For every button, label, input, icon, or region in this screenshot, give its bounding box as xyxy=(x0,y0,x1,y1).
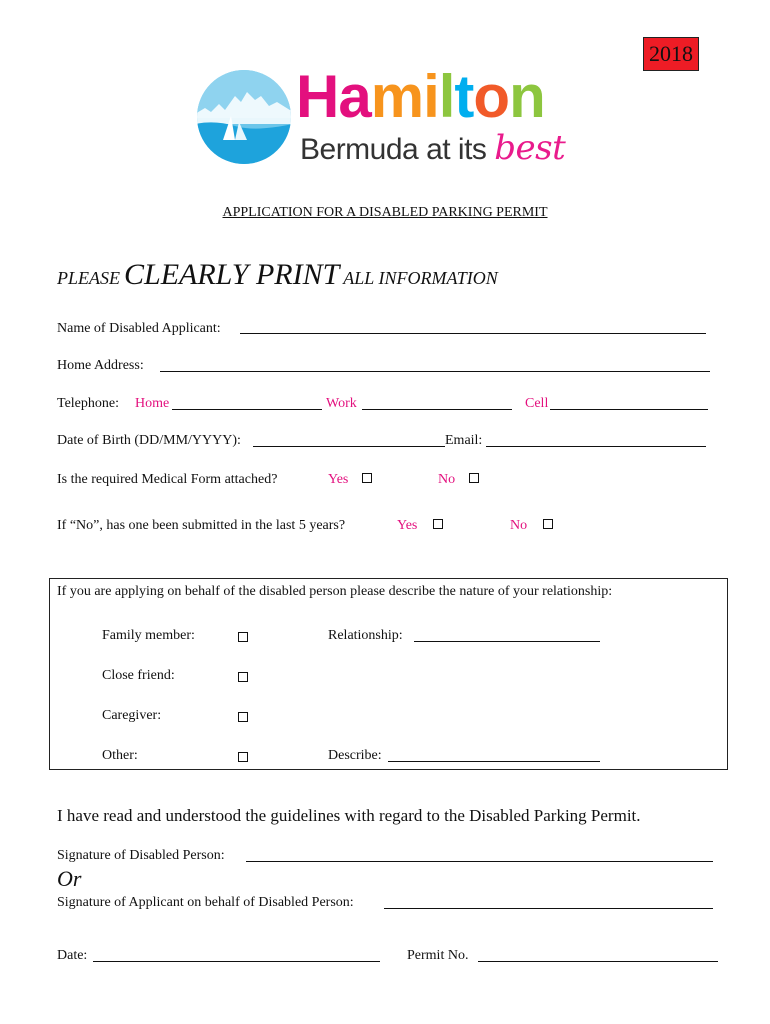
email-label: Email: xyxy=(445,433,483,448)
or-separator: Or xyxy=(57,866,82,891)
relationship-label: Relationship: xyxy=(328,628,403,643)
telephone-home-field[interactable] xyxy=(172,409,322,410)
other-checkbox[interactable] xyxy=(238,752,248,762)
instruction-part-3: ALL INFORMATION xyxy=(343,268,498,288)
relationship-question: If you are applying on behalf of the disabled person please describe the nature of your relationship: xyxy=(57,584,613,599)
medical-no-label: No xyxy=(438,472,456,487)
medical-no-option[interactable] xyxy=(438,472,479,488)
dob-field[interactable] xyxy=(253,446,445,447)
logo-letter: H xyxy=(296,63,339,130)
medical-form-question: Is the required Medical Form attached? xyxy=(57,472,278,487)
date-label: Date: xyxy=(57,948,88,963)
submitted-question: If “No”, has one been submitted in the last 5 years? xyxy=(57,518,346,533)
logo-letter: i xyxy=(423,63,439,130)
telephone-label: Telephone: xyxy=(57,396,119,411)
logo-tagline-accent: best xyxy=(494,128,566,168)
medical-no-checkbox[interactable] xyxy=(469,473,479,483)
medical-yes-label: Yes xyxy=(328,472,349,487)
form-title: APPLICATION FOR A DISABLED PARKING PERMIT xyxy=(222,205,548,220)
print-instruction xyxy=(57,258,498,292)
telephone-cell-field[interactable] xyxy=(550,409,708,410)
signature-disabled-label: Signature of Disabled Person: xyxy=(57,848,225,863)
logo-letter: a xyxy=(338,63,371,130)
telephone-work-label: Work xyxy=(326,396,357,411)
applicant-name-field[interactable] xyxy=(240,333,706,334)
submitted-yes-label: Yes xyxy=(397,518,418,533)
logo-letter: n xyxy=(509,63,545,130)
telephone-work-field[interactable] xyxy=(362,409,512,410)
caregiver-checkbox[interactable] xyxy=(238,712,248,722)
submitted-no-option[interactable] xyxy=(510,518,553,534)
family-member-checkbox[interactable] xyxy=(238,632,248,642)
instruction-part-2: CLEARLY PRINT xyxy=(124,258,340,291)
permit-number-field[interactable] xyxy=(478,961,718,962)
signature-disabled-field[interactable] xyxy=(246,861,713,862)
telephone-home-label: Home xyxy=(135,396,170,411)
logo-tagline xyxy=(300,128,565,168)
logo-letter: t xyxy=(454,63,474,130)
dob-label: Date of Birth (DD/MM/YYYY): xyxy=(57,433,241,448)
caregiver-label: Caregiver: xyxy=(102,708,162,723)
submitted-yes-option[interactable] xyxy=(397,518,443,534)
logo-letter: m xyxy=(370,63,424,130)
medical-yes-checkbox[interactable] xyxy=(362,473,372,483)
submitted-no-label: No xyxy=(510,518,528,533)
logo-letter: l xyxy=(438,63,455,130)
describe-field[interactable] xyxy=(388,761,600,762)
telephone-cell-label: Cell xyxy=(525,396,549,411)
logo-letter: o xyxy=(473,63,510,130)
hamilton-wordmark xyxy=(296,62,545,131)
relationship-field[interactable] xyxy=(414,641,600,642)
signature-applicant-label: Signature of Applicant on behalf of Disabled Person: xyxy=(57,895,354,910)
instruction-part-1: PLEASE xyxy=(57,268,120,288)
guidelines-statement: I have read and understood the guidelines with regard to the Disabled Parking Permit. xyxy=(57,806,641,825)
signature-applicant-field[interactable] xyxy=(384,908,713,909)
describe-label: Describe: xyxy=(328,748,382,763)
email-field[interactable] xyxy=(486,446,706,447)
family-member-label: Family member: xyxy=(102,628,195,643)
applicant-name-label: Name of Disabled Applicant: xyxy=(57,321,221,336)
submitted-no-checkbox[interactable] xyxy=(543,519,553,529)
date-field[interactable] xyxy=(93,961,380,962)
hamilton-logo-emblem xyxy=(195,68,293,166)
home-address-field[interactable] xyxy=(160,371,710,372)
submitted-yes-checkbox[interactable] xyxy=(433,519,443,529)
permit-number-label: Permit No. xyxy=(407,948,469,963)
year-badge: 2018 xyxy=(643,37,699,71)
close-friend-label: Close friend: xyxy=(102,668,175,683)
close-friend-checkbox[interactable] xyxy=(238,672,248,682)
logo-tagline-text: Bermuda at its xyxy=(300,133,487,166)
other-label: Other: xyxy=(102,748,138,763)
home-address-label: Home Address: xyxy=(57,358,144,373)
medical-yes-option[interactable] xyxy=(328,472,372,488)
